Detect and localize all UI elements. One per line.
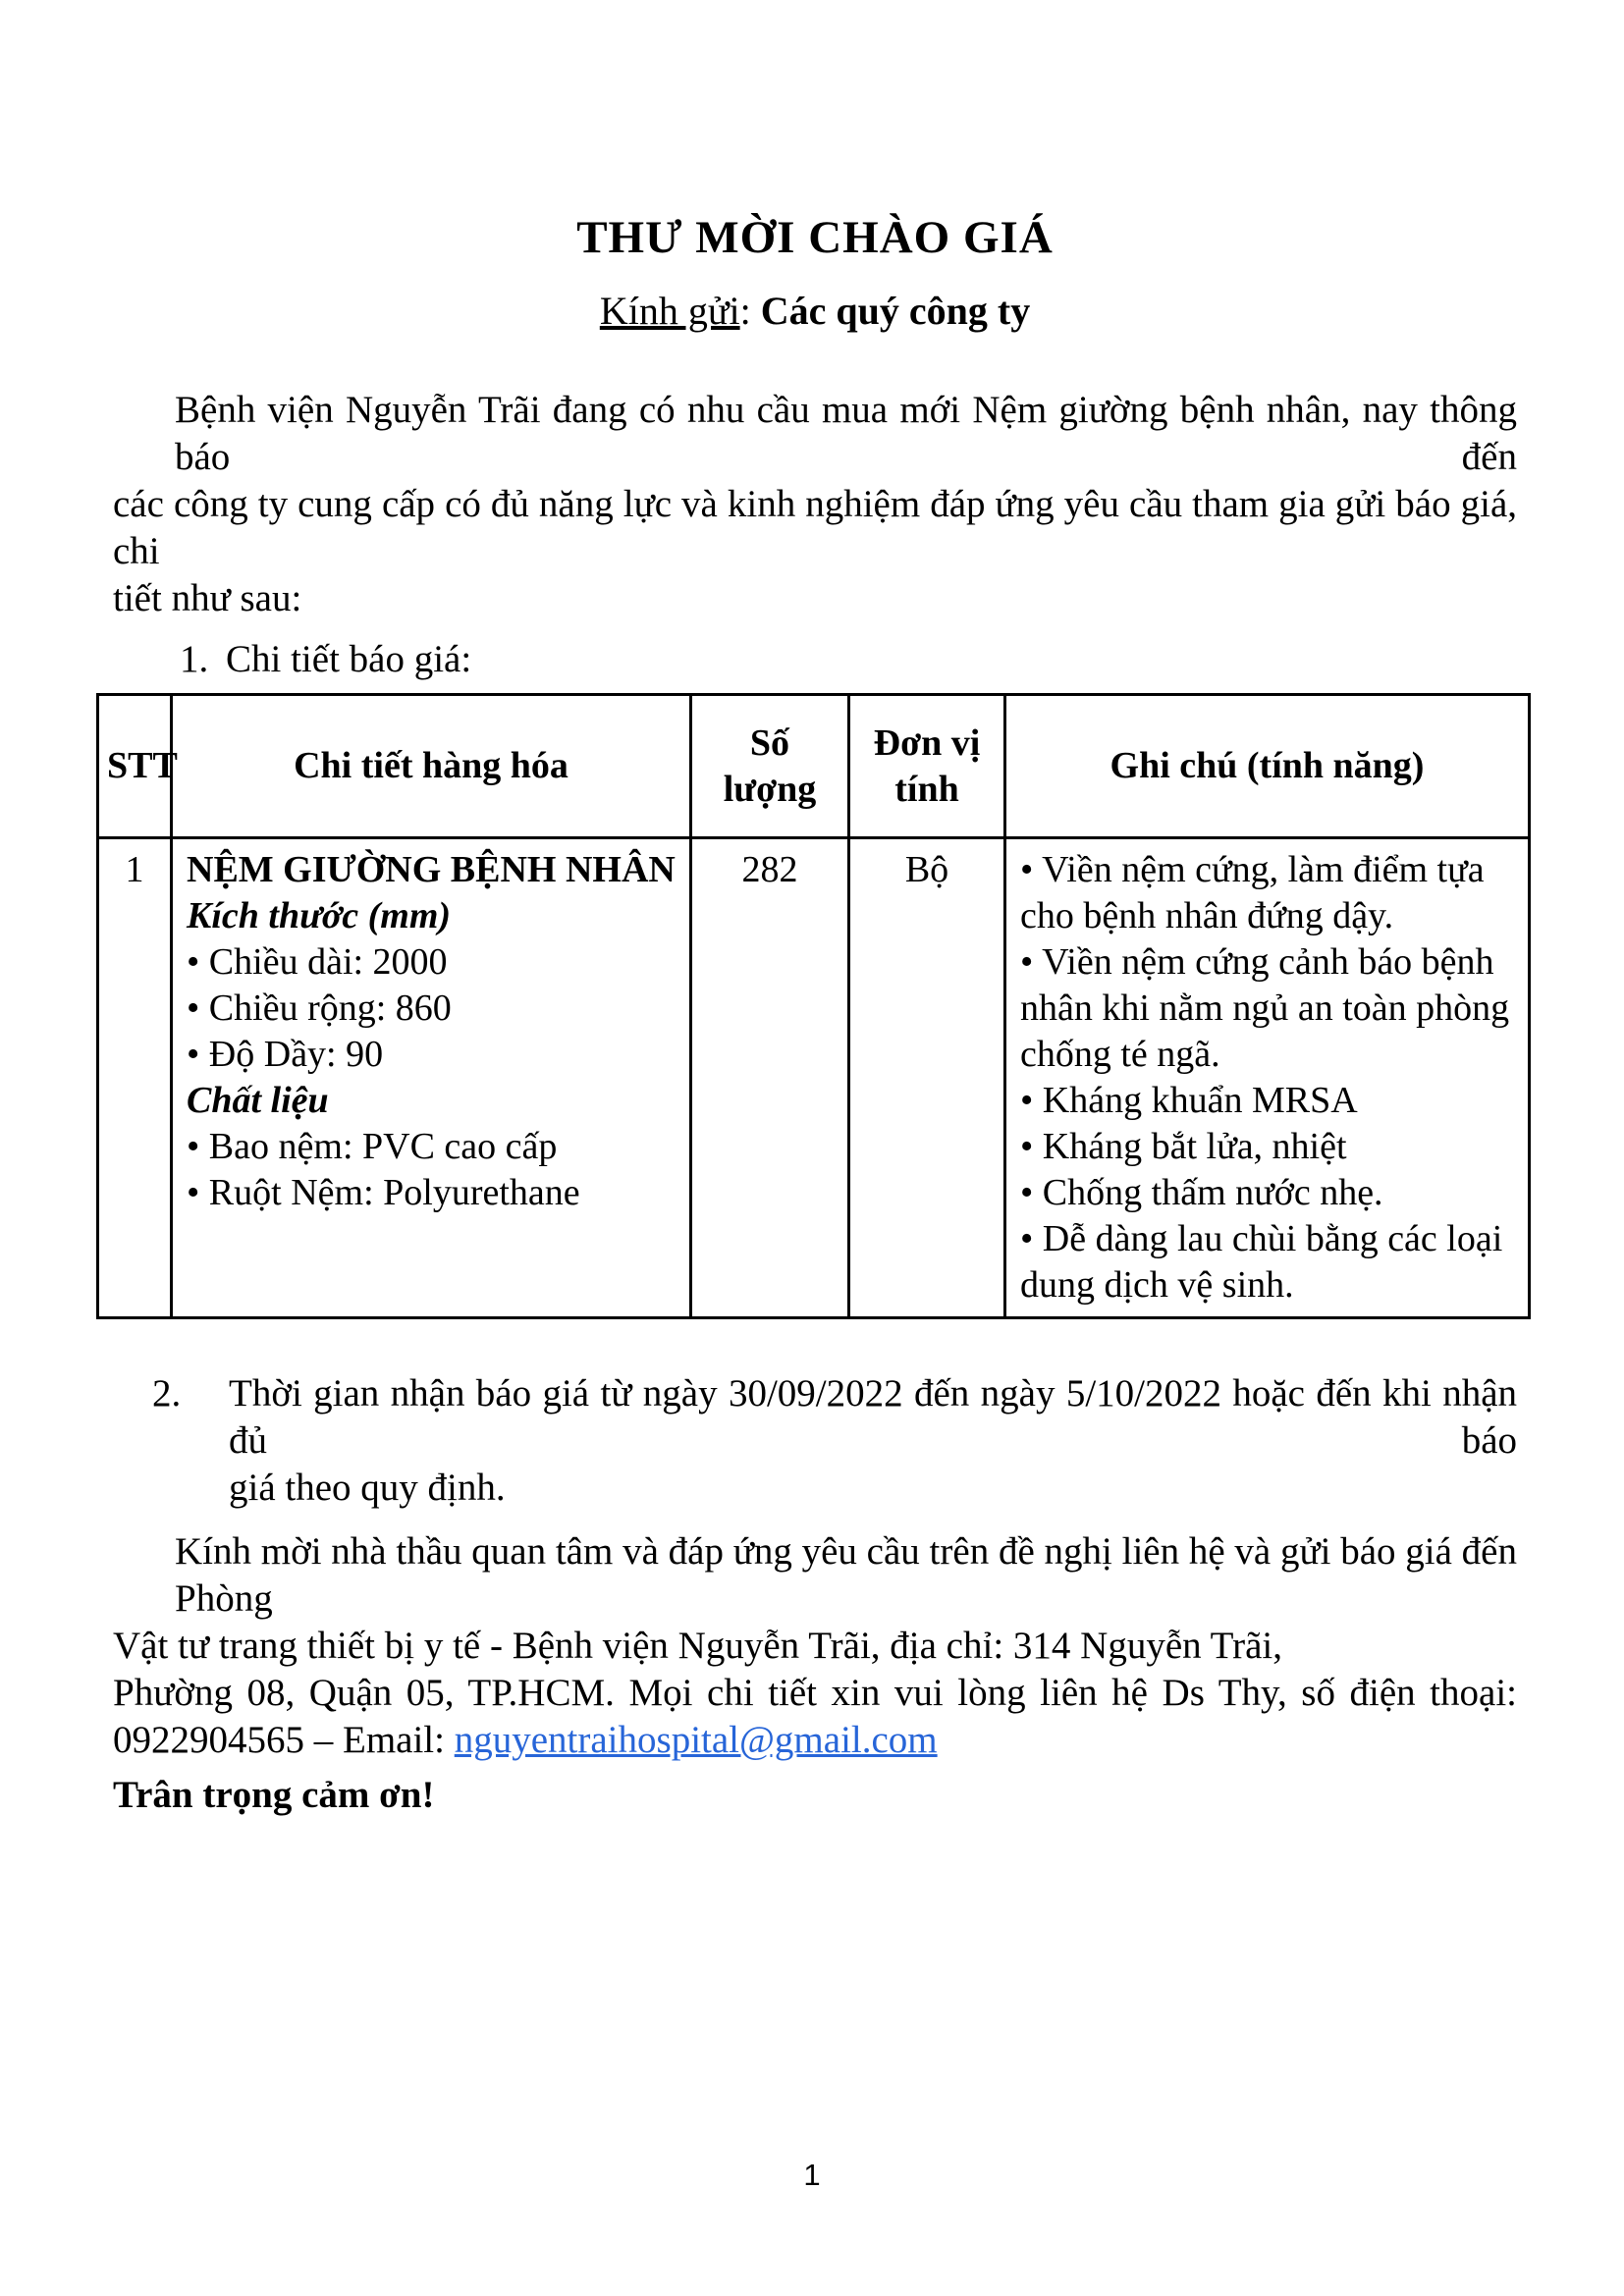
header-unit: Đơn vị tính xyxy=(849,695,1005,838)
header-quantity: Số lượng xyxy=(691,695,849,838)
note-item: • Viền nệm cứng cảnh báo bệnh nhân khi nằm ngủ an toàn phòng chống té ngã. xyxy=(1020,941,1510,1075)
list-item-2 xyxy=(113,1370,1517,1512)
header-product-detail: Chi tiết hàng hóa xyxy=(172,695,691,838)
list-item-1 xyxy=(113,636,1517,683)
thanks-line: Trân trọng cảm ơn! xyxy=(113,1774,435,1816)
header-notes: Ghi chú (tính năng) xyxy=(1005,695,1530,838)
quote-table xyxy=(96,693,1531,1319)
cell-product-detail xyxy=(172,838,691,1318)
note-item: • Chống thấm nước nhẹ. xyxy=(1020,1172,1383,1213)
salutation-recipient: Các quý công ty xyxy=(760,289,1031,333)
material-item: • Bao nệm: PVC cao cấp xyxy=(187,1126,558,1167)
size-item: • Độ Dầy: 90 xyxy=(187,1034,384,1075)
salutation-line xyxy=(113,287,1517,336)
size-item: • Chiều dài: 2000 xyxy=(187,941,448,983)
closing-line: Phường 08, Quận 05, TP.HCM. Mọi chi tiết xin vui lòng liên hệ Ds Thy, số điện thoại: xyxy=(113,1672,1517,1714)
list-number: 2. xyxy=(152,1372,182,1415)
material-item: • Ruột Nệm: Polyurethane xyxy=(187,1172,580,1213)
intro-paragraph xyxy=(113,387,1517,622)
closing-paragraph xyxy=(113,1528,1517,1764)
cell-unit: Bộ xyxy=(849,838,1005,1318)
material-heading: Chất liệu xyxy=(187,1080,329,1121)
page-title: THƯ MỜI CHÀO GIÁ xyxy=(576,212,1054,263)
cell-notes xyxy=(1005,838,1530,1318)
intro-line: Bệnh viện Nguyễn Trãi đang có nhu cầu mua mới Nệm giường bệnh nhân, nay thông báo đến xyxy=(175,389,1517,478)
size-item: • Chiều rộng: 860 xyxy=(187,988,452,1029)
list-item-1-label: Chi tiết báo giá: xyxy=(226,638,472,680)
note-item: • Kháng bắt lửa, nhiệt xyxy=(1020,1126,1347,1167)
document-content xyxy=(0,212,1624,1819)
page-number: 1 xyxy=(803,2158,821,2192)
contact-prefix: 0922904565 – Email: xyxy=(113,1719,455,1761)
intro-line: tiết như sau: xyxy=(113,577,302,619)
list-item-2-line: giá theo quy định. xyxy=(229,1467,506,1509)
product-name: NỆM GIƯỜNG BỆNH NHÂN xyxy=(187,849,676,890)
email-link[interactable]: nguyentraihospital@gmail.com xyxy=(454,1719,938,1761)
closing-line: Vật tư trang thiết bị y tế - Bệnh viện Nguyễn Trãi, địa chỉ: 314 Nguyễn Trãi, xyxy=(113,1625,1283,1667)
table-row xyxy=(98,838,1530,1318)
closing-line: Kính mời nhà thầu quan tâm và đáp ứng yêu cầu trên đề nghị liên hệ và gửi báo giá đến Phòng xyxy=(175,1530,1517,1620)
list-item-2-line: Thời gian nhận báo giá từ ngày 30/09/2022 đến ngày 5/10/2022 hoặc đến khi nhận đủ báo xyxy=(229,1372,1517,1462)
list-number: 1. xyxy=(180,638,209,680)
cell-quantity: 282 xyxy=(691,838,849,1318)
list-item-2-body xyxy=(229,1370,1517,1512)
intro-line: các công ty cung cấp có đủ năng lực và kinh nghiệm đáp ứng yêu cầu tham gia gửi báo giá, chi xyxy=(113,483,1517,572)
salutation-separator: : xyxy=(739,289,761,333)
note-item: • Viền nệm cứng, làm điểm tựa cho bệnh nhân đứng dậy. xyxy=(1020,849,1485,936)
quote-table-header-row xyxy=(98,695,1530,838)
size-heading: Kích thước (mm) xyxy=(187,895,452,936)
cell-stt: 1 xyxy=(98,838,172,1318)
note-item: • Dễ dàng lau chùi bằng các loại dung dịch vệ sinh. xyxy=(1020,1218,1503,1306)
closing-contact-line xyxy=(113,1717,1517,1764)
header-stt: STT xyxy=(98,695,172,838)
salutation-label: Kính gửi xyxy=(599,289,740,333)
note-item: • Kháng khuẩn MRSA xyxy=(1020,1080,1358,1121)
